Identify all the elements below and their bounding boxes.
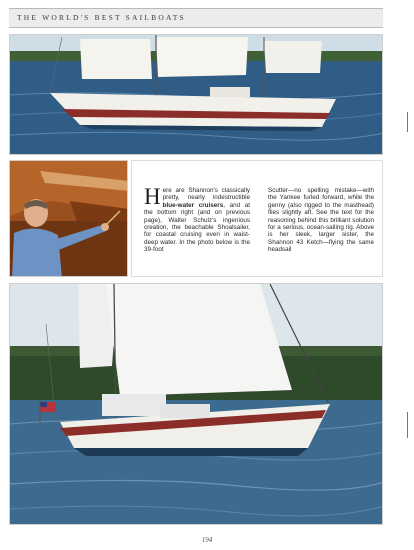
cutter-photo: [9, 283, 383, 525]
col1-bold: blue-water cruisers: [162, 201, 224, 209]
ketch-photo: [9, 34, 383, 155]
drop-cap: H: [144, 184, 161, 209]
margin-mark-bottom: [407, 412, 408, 438]
cutter-illustration: [10, 284, 383, 525]
craftsman-photo: [9, 160, 128, 277]
craftsman-illustration: [10, 161, 128, 277]
text-column-2: [268, 187, 374, 254]
col1-rest: , and at the bottom right (and on previous page), Walter Schulz's ingenious creation, the beachable Shoalsailer, for coastal cruising even in waist-deep water. In the photo below is the 39-foot: [144, 201, 250, 254]
margin-mark-top: [407, 112, 408, 132]
col2-body: Scutter—no spelling mistake—with the Yankee furled forward, while the genny (also rigged to the masthead) flies slightly aft. See the text for the reasoning behind this brilliant solution for a serious, ocean-sailing rig. Above is her sleek, larger sister, the Shannon 43 Ketch—flying the same headsail: [268, 187, 374, 254]
text-column-1: [144, 184, 250, 254]
col1-lead: ere are Shannon's classically pretty, nearly indestructible: [162, 187, 250, 202]
section-title: THE WORLD'S BEST SAILBOATS: [17, 13, 186, 22]
section-header: [9, 8, 383, 28]
ketch-illustration: [10, 35, 383, 155]
caption-text-box: [131, 160, 383, 277]
page-number: 194: [201, 536, 213, 544]
